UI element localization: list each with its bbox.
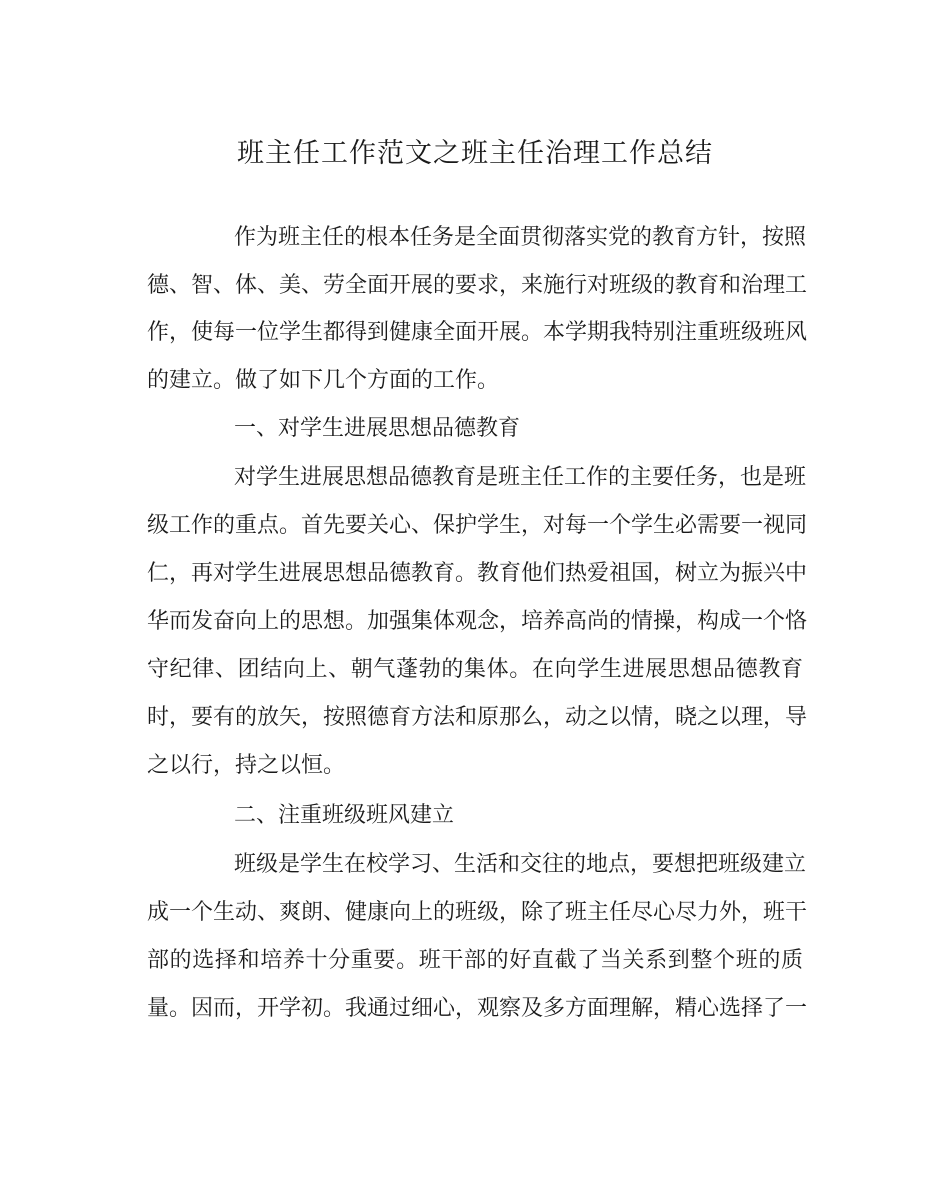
paragraph-line: 作，使每一位学生都得到健康全面开展。本学期我特别注重班级班风 (147, 320, 808, 345)
paragraph-line: 班级是学生在校学习、生活和交往的地点，要想把班级建立 (234, 852, 807, 877)
paragraph-line: 对学生进展思想品德教育是班主任工作的主要任务，也是班 (234, 465, 807, 490)
paragraph-line: 部的选择和培养十分重要。班干部的好直截了当关系到整个班的质 (147, 948, 803, 973)
paragraph-line: 德、智、体、美、劳全面开展的要求，来施行对班级的教育和治理工 (147, 273, 808, 298)
paragraph-line: 之以行，持之以恒。 (147, 753, 346, 778)
paragraph-line: 作为班主任的根本任务是全面贯彻落实党的教育方针，按照 (234, 225, 807, 250)
paragraph-line: 仁，再对学生进展思想品德教育。教育他们热爱祖国，树立为振兴中 (147, 561, 808, 586)
section-heading: 二、注重班级班风建立 (234, 803, 455, 828)
paragraph-line: 守纪律、团结向上、朝气蓬勃的集体。在向学生进展思想品德教育 (147, 657, 803, 682)
paragraph-line: 华而发奋向上的思想。加强集体观念，培养高尚的情操，构成一个恪 (147, 609, 808, 634)
paragraph-line: 时，要有的放矢，按照德育方法和原那么，动之以情，晓之以理，导 (147, 705, 808, 730)
section-heading: 一、对学生进展思想品德教育 (234, 416, 521, 441)
paragraph-line: 成一个生动、爽朗、健康向上的班级，除了班主任尽心尽力外，班干 (147, 900, 808, 925)
paragraph-line: 的建立。做了如下几个方面的工作。 (147, 368, 500, 393)
paragraph-line: 量。因而，开学初。我通过细心，观察及多方面理解，精心选择了一 (147, 996, 808, 1021)
paragraph-line: 级工作的重点。首先要关心、保护学生，对每一个学生必需要一视同 (147, 513, 808, 538)
document-title: 班主任工作范文之班主任治理工作总结 (237, 138, 713, 169)
